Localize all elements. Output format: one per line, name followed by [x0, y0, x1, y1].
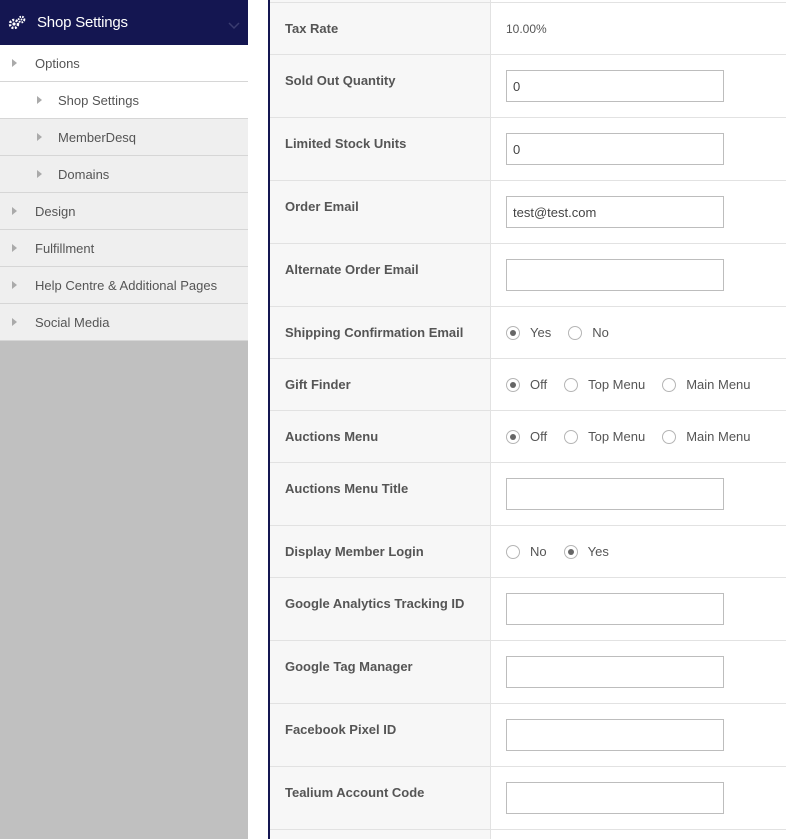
radio-label: Top Menu	[588, 429, 646, 444]
radio-option-off[interactable]	[506, 377, 547, 392]
radio-button[interactable]	[506, 545, 520, 559]
radio-label: Yes	[587, 544, 609, 559]
sidebar-item-domains[interactable]	[0, 156, 248, 193]
radio-label: No	[592, 325, 609, 340]
radio-option-top-menu[interactable]	[564, 377, 645, 392]
tealium-account-code-input[interactable]	[506, 782, 724, 814]
sidebar-item-label: Fulfillment	[35, 240, 95, 256]
alternate-order-email-input[interactable]	[506, 259, 724, 291]
table-row	[270, 830, 786, 839]
sold-out-quantity-input[interactable]	[506, 70, 724, 102]
radio-group	[491, 359, 786, 410]
row-tax-rate	[270, 3, 786, 55]
caret-right-icon	[37, 96, 42, 104]
limited-stock-units-input[interactable]	[506, 133, 724, 165]
row-tealium-account-code	[270, 767, 786, 830]
row-display-member-login	[270, 526, 786, 578]
radio-button[interactable]	[564, 430, 578, 444]
row-shipping-confirmation-email	[270, 307, 786, 359]
field-label: Google Tag Manager	[270, 641, 491, 703]
radio-group	[491, 411, 786, 462]
radio-button[interactable]	[662, 378, 676, 392]
radio-option-no[interactable]	[568, 325, 609, 340]
row-alternate-order-email	[270, 244, 786, 307]
sidebar-item-label: Design	[35, 203, 76, 219]
order-email-input[interactable]	[506, 196, 724, 228]
row-auctions-menu-title	[270, 463, 786, 526]
field-label: Limited Stock Units	[270, 118, 491, 180]
row-google-tag-manager	[270, 641, 786, 704]
sidebar-item-label: Social Media	[35, 314, 110, 330]
sidebar-menu	[0, 45, 248, 341]
radio-label: Top Menu	[588, 377, 646, 392]
sidebar	[0, 0, 248, 839]
caret-right-icon	[12, 59, 17, 67]
sidebar-item-help-centre[interactable]	[0, 267, 248, 304]
sidebar-item-label: Options	[35, 55, 80, 71]
sidebar-header-title: Shop Settings	[37, 14, 128, 31]
sidebar-item-social-media[interactable]	[0, 304, 248, 341]
radio-label: Off	[530, 429, 548, 444]
google-analytics-tracking-id-input[interactable]	[506, 593, 724, 625]
sidebar-item-label: Help Centre & Additional Pages	[35, 277, 218, 293]
caret-right-icon	[12, 281, 17, 289]
sidebar-item-label: Domains	[58, 166, 110, 182]
sidebar-item-fulfillment[interactable]	[0, 230, 248, 267]
radio-option-off[interactable]	[506, 429, 547, 444]
google-tag-manager-input[interactable]	[506, 656, 724, 688]
sidebar-item-options[interactable]	[0, 45, 248, 82]
radio-label: No	[530, 544, 547, 559]
caret-right-icon	[37, 133, 42, 141]
radio-button[interactable]	[564, 378, 578, 392]
field-label: Tealium Account Code	[270, 767, 491, 829]
radio-group	[491, 307, 786, 358]
caret-right-icon	[37, 170, 42, 178]
field-label: Shipping Confirmation Email	[270, 307, 491, 358]
radio-option-main-menu[interactable]	[662, 377, 750, 392]
sidebar-header-shop-settings[interactable]	[0, 0, 248, 45]
field-label: Display Member Login	[270, 526, 491, 577]
radio-button[interactable]	[568, 326, 582, 340]
row-order-email	[270, 181, 786, 244]
field-label: Facebook Pixel ID	[270, 704, 491, 766]
radio-option-no[interactable]	[506, 544, 547, 559]
field-label: Auctions Menu Title	[270, 463, 491, 525]
radio-option-yes[interactable]	[564, 544, 609, 559]
gears-icon	[8, 14, 26, 32]
caret-right-icon	[12, 244, 17, 252]
row-google-analytics-tracking-id	[270, 578, 786, 641]
radio-group	[491, 526, 786, 577]
field-label: Order Email	[270, 181, 491, 243]
field-label: Alternate Order Email	[270, 244, 491, 306]
radio-button-checked[interactable]	[506, 430, 520, 444]
row-auctions-menu	[270, 411, 786, 463]
field-label: Gift Finder	[270, 359, 491, 410]
facebook-pixel-id-input[interactable]	[506, 719, 724, 751]
radio-option-top-menu[interactable]	[564, 429, 645, 444]
row-sold-out-quantity	[270, 55, 786, 118]
sidebar-item-label: Shop Settings	[58, 92, 139, 108]
radio-label: Yes	[530, 325, 552, 340]
settings-form	[268, 0, 786, 839]
sidebar-item-memberdesq[interactable]	[0, 119, 248, 156]
auctions-menu-title-input[interactable]	[506, 478, 724, 510]
tax-rate-value: 10.00%	[506, 21, 547, 36]
radio-label: Off	[530, 377, 548, 392]
field-label: Tax Rate	[270, 3, 491, 54]
row-gift-finder	[270, 359, 786, 411]
row-facebook-pixel-id	[270, 704, 786, 767]
radio-label: Main Menu	[686, 429, 751, 444]
caret-right-icon	[12, 207, 17, 215]
radio-button-checked[interactable]	[564, 545, 578, 559]
row-limited-stock-units	[270, 118, 786, 181]
radio-option-main-menu[interactable]	[662, 429, 750, 444]
radio-option-yes[interactable]	[506, 325, 551, 340]
field-label: Sold Out Quantity	[270, 55, 491, 117]
field-label: Google Analytics Tracking ID	[270, 578, 491, 640]
field-label: Auctions Menu	[270, 411, 491, 462]
caret-right-icon	[12, 318, 17, 326]
radio-label: Main Menu	[686, 377, 751, 392]
chevron-down-icon[interactable]	[228, 17, 240, 35]
sidebar-item-design[interactable]	[0, 193, 248, 230]
radio-button[interactable]	[662, 430, 676, 444]
sidebar-item-shop-settings[interactable]	[0, 82, 248, 119]
radio-button-checked[interactable]	[506, 326, 520, 340]
radio-button-checked[interactable]	[506, 378, 520, 392]
sidebar-item-label: MemberDesq	[58, 129, 137, 145]
